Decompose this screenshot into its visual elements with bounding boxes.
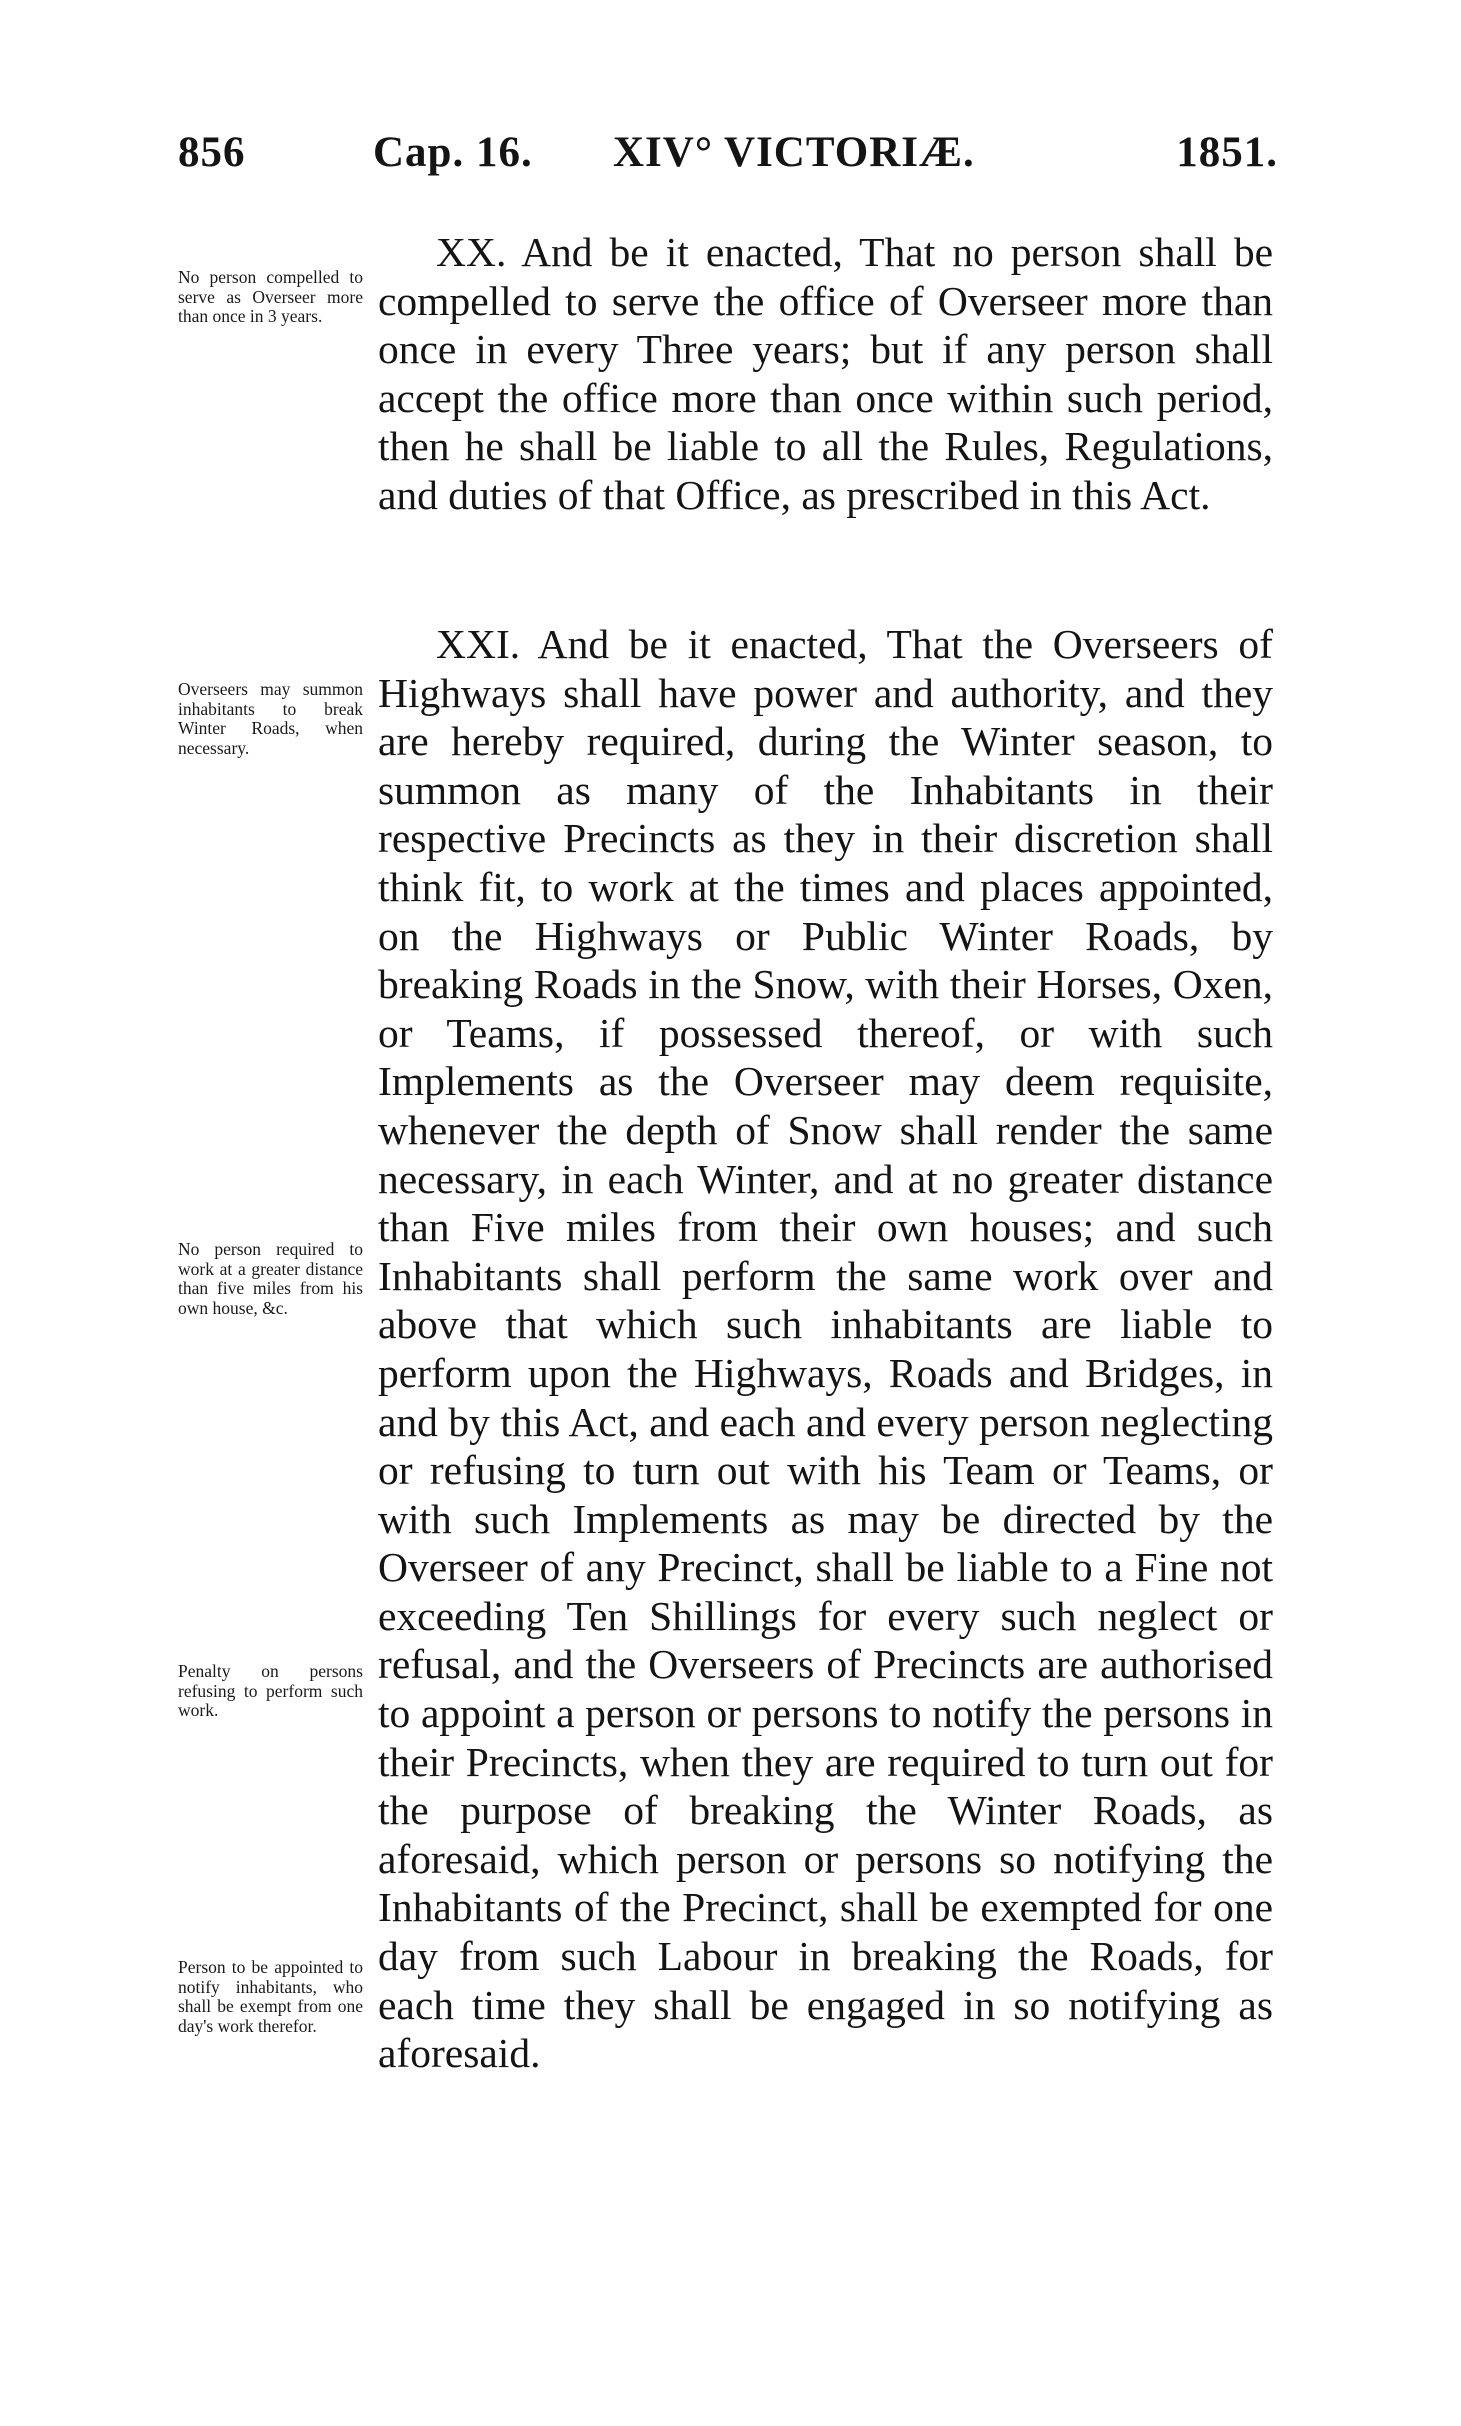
section-xxi	[378, 620, 1273, 2078]
section-text: And be it enacted, That no person shall be compelled to serve the office of Overseer more than once in every Three years; but if any person shall accept the office more than once within such period, then he shall be liable to all the Rules, Regulations, and duties of that Office, as prescribed in this Act.	[378, 229, 1273, 518]
marginal-note: Person to be appointed to notify inhabitants, who shall be exempt from one day's work therefor.	[178, 1957, 363, 2036]
marginal-note: Penalty on persons refusing to perform such work.	[178, 1661, 363, 1720]
section-xx	[378, 228, 1273, 520]
marginal-note: No person required to work at a greater distance than five miles from his own house, &c.	[178, 1239, 363, 1318]
marginal-note: Overseers may summon inhabitants to break Winter Roads, when necessary.	[178, 679, 363, 758]
running-header	[178, 128, 1278, 188]
year-label: 1851.	[1176, 129, 1278, 176]
chapter-label: Cap. 16.	[373, 129, 533, 176]
section-text: And be it enacted, That the Overseers of Highways shall have power and authority, and they are hereby required, during the Winter season, to summon as many of the Inhabitants in their respective Precincts as they in their discretion shall think fit, to work at the times and places appointed, on the Highways or Public Winter Roads, by breaking Roads in the Snow, with their Horses, Oxen, or Teams, if possessed thereof, or with such Implements as the Overseer may deem requisite, whenever the depth of Snow shall render the same necessary, in each Winter, and at no greater distance than Five miles from their own houses; and such Inhabitants shall perform the same work over and above that which such inhabitants are liable to perform upon the Highways, Roads and Bridges, in and by this Act, and each and every person neglecting or refusing to turn out with his Team or Teams, or with such Implements as may be directed by the Overseer of any Precinct, shall be liable to a Fine not exceeding Ten Shillings for every such neglect or refusal, and the Overseers of Precincts are authorised to appoint a person or persons to notify the persons in their Precincts, when they are required to turn out for the purpose of breaking the Winter Roads, as aforesaid, which person or persons so notifying the Inhabitants of the Precinct, shall be exempted for one day from such Labour in breaking the Roads, for each time they shall be engaged in so notifying as aforesaid.	[378, 621, 1273, 2077]
section-xxi-paragraph	[378, 620, 1273, 2078]
marginal-note: No person compelled to serve as Overseer more than once in 3 years.	[178, 267, 363, 326]
section-xx-paragraph	[378, 228, 1273, 520]
section-number: XX.	[436, 229, 507, 275]
page-number: 856	[178, 129, 246, 176]
section-number: XXI.	[436, 621, 521, 667]
regnal-year-title: XIV° VICTORIÆ.	[613, 129, 975, 176]
